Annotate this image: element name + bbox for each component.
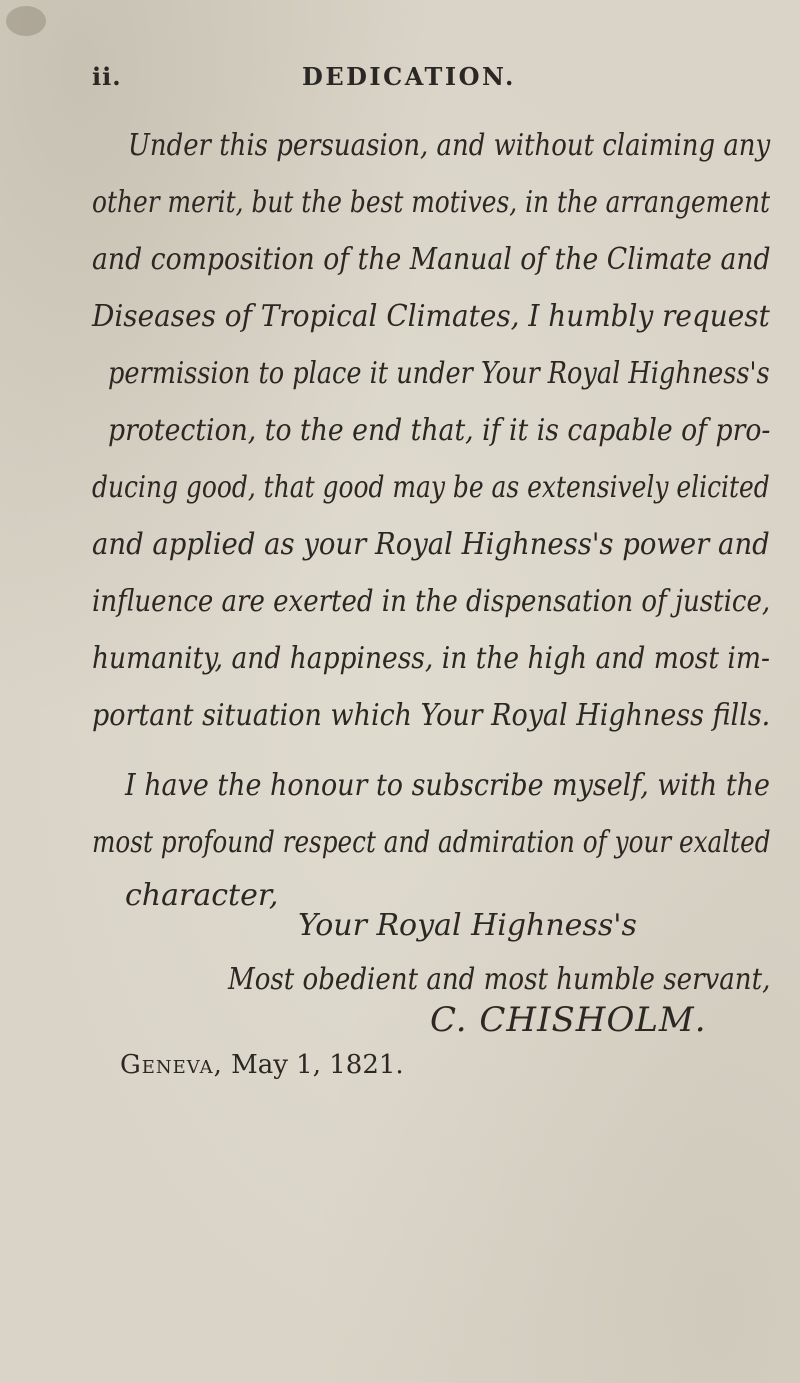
text-line: other merit, but the best motives, in the arrangement (92, 185, 770, 220)
text-line: ducing good, that good may be as extensively elicited (92, 470, 770, 505)
dateline-place: Geneva, (120, 1050, 223, 1080)
dateline (120, 1050, 404, 1080)
text-line: portant situation which Your Royal Highness fills. (92, 698, 771, 733)
closing-salutation: Your Royal Highness's (298, 908, 637, 943)
text-line: and composition of the Manual of the Climate and (92, 242, 771, 277)
text-line: humanity, and happiness, in the high and most im- (92, 641, 770, 676)
text-line: influence are exerted in the dispensation of justice, (92, 584, 771, 619)
text-line: Under this persuasion, and without claiming any (128, 128, 771, 163)
running-head: DEDICATION. (302, 62, 516, 91)
paper-stain (6, 6, 46, 36)
closing-valediction: Most obedient and most humble servant, (228, 962, 771, 997)
text-line: Diseases of Tropical Climates, I humbly request (92, 299, 770, 334)
text-line: I have the honour to subscribe myself, with the (125, 768, 770, 803)
signature: C. CHISHOLM. (430, 1000, 707, 1040)
page-header (0, 62, 800, 102)
text-line: protection, to the end that, if it is capable of pro- (108, 413, 771, 448)
text-line: most profound respect and admiration of your exalted (92, 825, 771, 860)
dateline-date: May 1, 1821. (231, 1050, 404, 1080)
page-number: ii. (92, 62, 122, 91)
text-line: and applied as your Royal Highness's power and (92, 527, 770, 562)
text-line: character, (125, 878, 279, 913)
text-line: permission to place it under Your Royal Highness's (108, 356, 770, 391)
